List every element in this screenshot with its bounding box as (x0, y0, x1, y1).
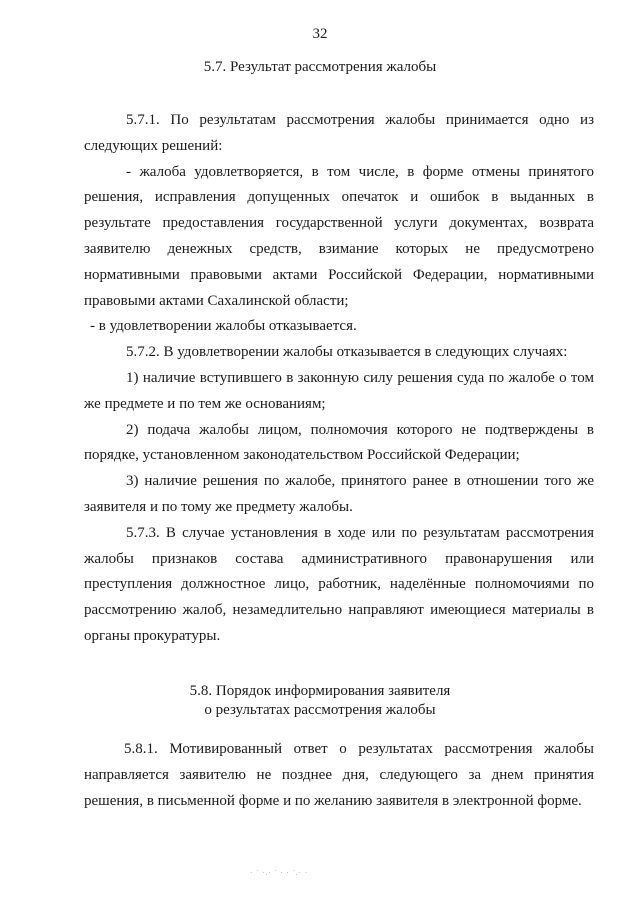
section-5-8-body (84, 737, 594, 814)
paragraph-decision-satisfy: - жалоба удовлетворяется, в том числе, в форме отмены принятого решения, исправления допущенных опечаток и ошибок в выданных в результате предоставления государственной услуги документах, возврата заявителю денежных средств, взимание которых не предусмотрено нормативными правовыми актами Российской Федерации, нормативными правовыми актами Сахалинской области; (84, 163, 594, 309)
paragraph-case-3: 3) наличие решения по жалобе, принятого ранее в отношении того же заявителя и по тому же предмету жалобы. (84, 473, 594, 515)
paragraph-5-7-3: 5.7.3. В случае установления в ходе или по результатам рассмотрения жалобы признаков состава административного правонарушения или преступления должностное лицо, работник, наделённые полномочиями по рассмотрению жалоб, незамедлительно направляют имеющиеся материалы в органы прокуратуры. (84, 524, 594, 644)
paragraph-case-1: 1) наличие вступившего в законную силу решения суда по жалобе о том же предмете и по тем же основаниям; (84, 369, 594, 412)
paragraph-case-2: 2) подача жалобы лицом, полномочия которого не подтверждены в порядке, установленном законодательством Российской Федерации; (84, 421, 594, 464)
section-heading-5-8-line-2: о результатах рассмотрения жалобы (204, 702, 436, 718)
page-number: 32 (312, 26, 328, 42)
paragraph-decision-refuse: - в удовлетворении жалобы отказывается. (90, 318, 357, 335)
section-heading-5-7: 5.7. Результат рассмотрения жалобы (203, 59, 437, 75)
paragraph-5-7-2: 5.7.2. В удовлетворении жалобы отказывается в следующих случаях: (126, 344, 568, 361)
paragraph-5-8-1: 5.8.1. Мотивированный ответ о результатах рассмотрения жалобы направляется заявителю не позднее дня, следующего за днем принятия решения, в письменной форме и по желанию заявителя в электронной форме. (84, 741, 594, 809)
section-heading-5-8-line-1: 5.8. Порядок информирования заявителя (189, 683, 451, 699)
section-5-7-body (84, 108, 594, 650)
scan-specks: · ˙ ·.· ˙ · · ˙.· · (250, 869, 309, 877)
section-heading-5-8 (0, 682, 640, 720)
paragraph-5-7-1: 5.7.1. По результатам рассмотрения жалобы принимается одно из следующих решений: (84, 112, 594, 154)
